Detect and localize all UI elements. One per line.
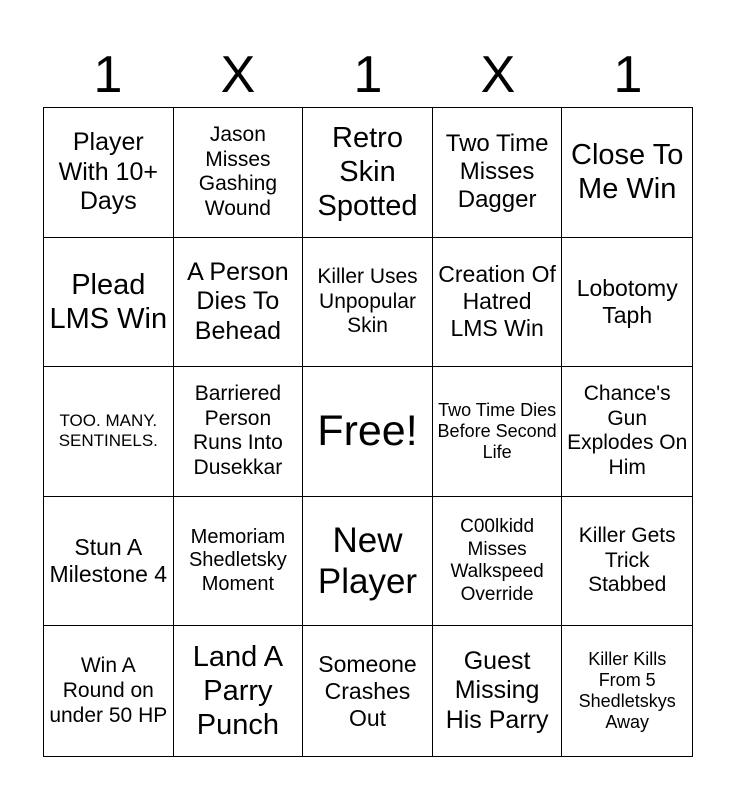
bingo-cell[interactable] <box>44 626 174 756</box>
bingo-cell[interactable] <box>44 367 174 497</box>
bingo-cell[interactable] <box>433 238 563 368</box>
bingo-cell[interactable] <box>562 497 692 627</box>
bingo-header <box>43 44 693 106</box>
cell-text: C00lkidd Misses Walkspeed Override <box>450 516 544 605</box>
free-space-text: Free! <box>317 407 418 456</box>
header-letter-5: 1 <box>613 46 643 104</box>
cell-text: TOO. MANY. SENTINELS. <box>58 411 158 451</box>
bingo-cell[interactable] <box>44 497 174 627</box>
bingo-cell[interactable] <box>174 367 304 497</box>
cell-text: New Player <box>317 520 418 602</box>
header-letter-2: X <box>220 46 256 104</box>
cell-text: Player With 10+ Days <box>58 128 158 216</box>
cell-text: Memoriam Shedletsky Moment <box>188 525 287 595</box>
cell-text: Killer Kills From 5 Shedletskys Away <box>578 648 676 733</box>
cell-text: Someone Crashes Out <box>318 650 417 731</box>
bingo-cell[interactable] <box>433 497 563 627</box>
bingo-cell[interactable] <box>433 626 563 756</box>
header-letter-1: 1 <box>93 46 123 104</box>
header-letter-3: 1 <box>353 46 383 104</box>
cell-text: Lobotomy Taph <box>576 274 678 328</box>
cell-text: Killer Uses Unpopular Skin <box>317 264 418 338</box>
cell-text: Win A Round on under 50 HP <box>49 654 168 727</box>
cell-text: Guest Missing His Parry <box>445 646 549 734</box>
bingo-cell[interactable] <box>303 238 433 368</box>
cell-text: Killer Gets Trick Stabbed <box>578 523 676 597</box>
bingo-cell[interactable] <box>174 238 304 368</box>
bingo-cell[interactable] <box>562 108 692 238</box>
bingo-cell[interactable] <box>303 626 433 756</box>
cell-text: Plead LMS Win <box>49 268 168 335</box>
bingo-cell[interactable] <box>562 626 692 756</box>
cell-text: A Person Dies To Behead <box>187 257 289 345</box>
cell-text: Barriered Person Runs Into Dusekkar <box>192 381 283 480</box>
cell-text: Creation Of Hatred LMS Win <box>438 261 556 342</box>
cell-text: Two Time Dies Before Second Life <box>437 399 557 463</box>
bingo-cell[interactable] <box>433 108 563 238</box>
cell-text: Two Time Misses Dagger <box>445 129 549 214</box>
bingo-cell[interactable] <box>44 108 174 238</box>
cell-text: Stun A Milestone 4 <box>49 533 168 588</box>
cell-text: Retro Skin Spotted <box>317 121 418 223</box>
bingo-cell[interactable] <box>174 497 304 627</box>
bingo-board <box>43 107 693 757</box>
bingo-cell[interactable] <box>174 108 304 238</box>
free-space-cell[interactable] <box>303 367 433 497</box>
bingo-cell[interactable] <box>303 497 433 627</box>
bingo-cell[interactable] <box>433 367 563 497</box>
bingo-cell[interactable] <box>174 626 304 756</box>
bingo-cell[interactable] <box>44 238 174 368</box>
bingo-cell[interactable] <box>303 108 433 238</box>
cell-text: Chance's Gun Explodes On Him <box>567 381 688 480</box>
cell-text: Land A Parry Punch <box>192 640 284 742</box>
bingo-cell[interactable] <box>562 238 692 368</box>
cell-text: Jason Misses Gashing Wound <box>198 122 277 221</box>
header-letter-4: X <box>480 46 516 104</box>
cell-text: Close To Me Win <box>571 139 684 206</box>
bingo-cell[interactable] <box>562 367 692 497</box>
